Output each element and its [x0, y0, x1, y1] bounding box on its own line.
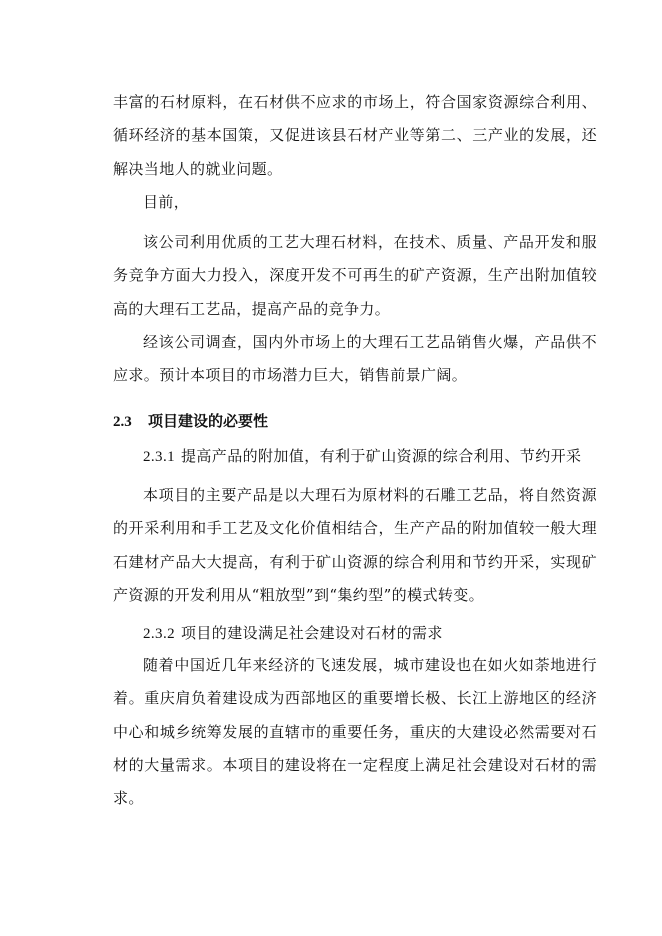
subsection-title-1: 提高产品的附加值，有利于矿山资源的综合利用、节约开采 [181, 447, 582, 465]
subsection-title-2: 项目的建设满足社会建设对石材的需求 [181, 624, 443, 642]
section-title: 项目建设的必要性 [148, 412, 269, 430]
intro-paragraph-4: 经该公司调查，国内外市场上的大理石工艺品销售火爆，产品供不应求。预计本项目的市场潜力巨大，销售前景广阔。 [113, 333, 597, 385]
subsection-body-2: 随着中国近几年来经济的飞速发展，城市建设也在如火如荼地进行着。重庆肩负着建设成为西部地区的重要增长极、长江上游地区的经济中心和城乡统筹发展的直辖市的重要任务，重庆的大建设必然需要对石材的大量需求。本项目的建设将在一定程度上满足社会建设对石材的需求。 [113, 656, 597, 808]
intro-paragraph-1: 丰富的石材原料，在石材供不应求的市场上，符合国家资源综合利用、循环经济的基本国策，又促进该县石材产业等第二、三产业的发展，还解决当地人的就业问题。 [113, 93, 597, 178]
intro-paragraph-3: 该公司利用优质的工艺大理石材料，在技术、质量、产品开发和服务竞争方面大力投入，深度开发不可再生的矿产资源，生产出附加值较高的大理石工艺品，提高产品的竞争力。 [113, 233, 597, 318]
subsection-heading-1 [143, 440, 581, 474]
subsection-body-1: 本项目的主要产品是以大理石为原材料的石雕工艺品，将自然资源的开采利用和手工艺及文化价值相结合，生产产品的附加值较一般大理石建材产品大大提高，有利于矿山资源的综合利用和节约开采，实现矿产资源的开发利用从“粗放型”到“集约型”的模式转变。 [113, 486, 597, 604]
intro-paragraph-2: 目前， [143, 193, 190, 211]
subsection-number-2: 2.3.2 [143, 626, 175, 642]
section-heading [113, 405, 268, 439]
subsection-number-1: 2.3.1 [143, 449, 175, 465]
section-number: 2.3 [113, 414, 132, 430]
subsection-heading-2 [143, 617, 443, 651]
